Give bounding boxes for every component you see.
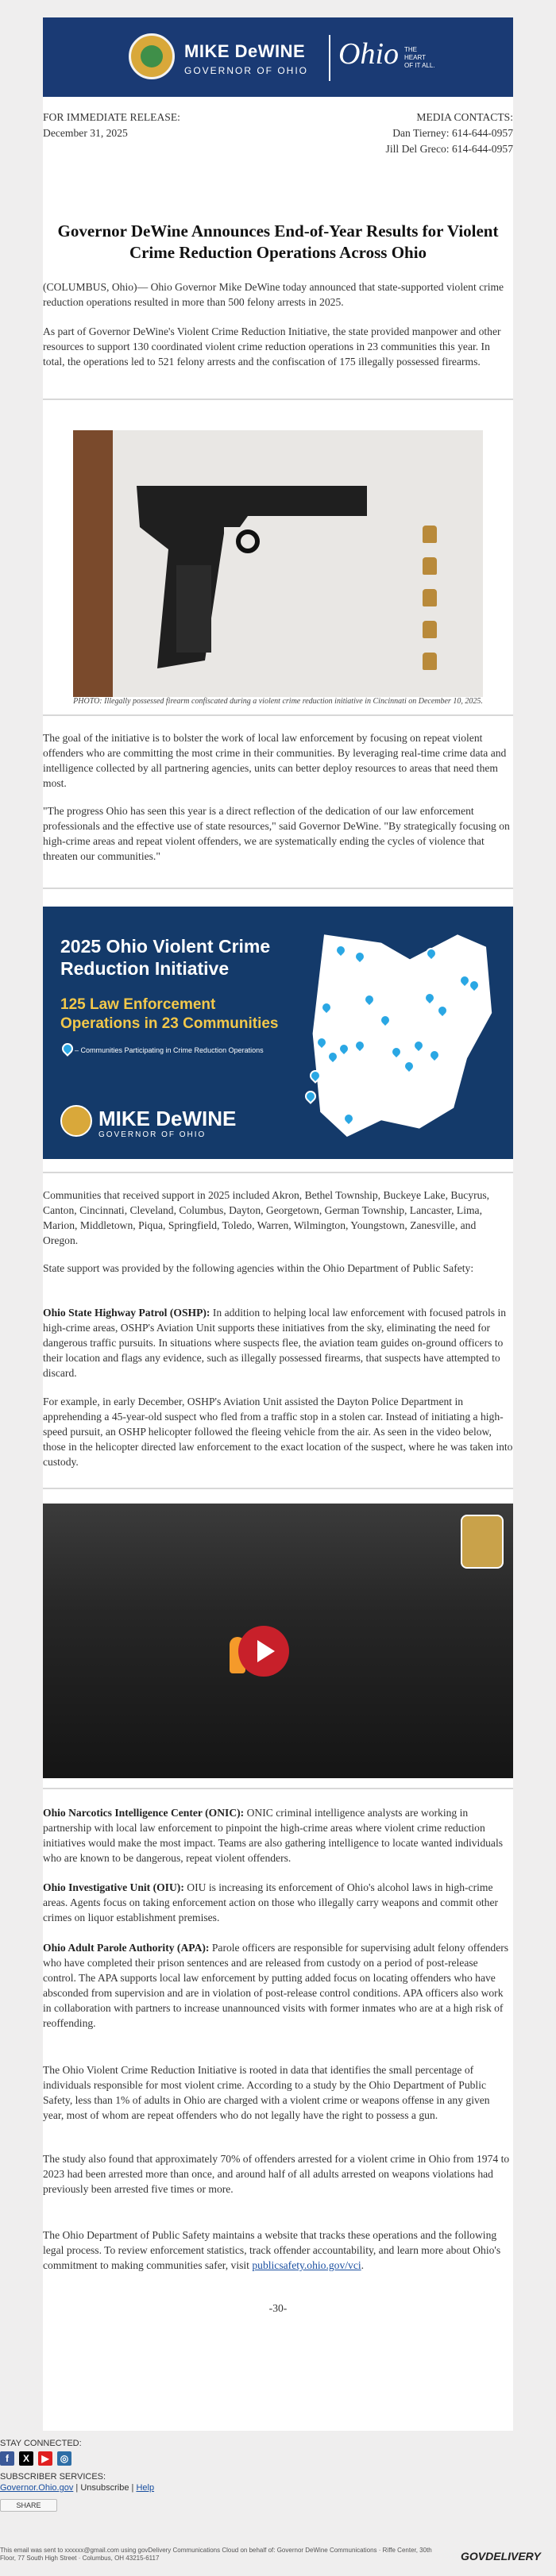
link-separator: | (131, 2483, 134, 2493)
infographic-title-line2: Reduction Initiative (60, 958, 230, 979)
paragraph-apa (43, 1940, 513, 2031)
release-label: FOR IMMEDIATE RELEASE: (43, 111, 180, 123)
round-4 (423, 621, 437, 638)
stay-connected-label: STAY CONNECTED: (0, 2439, 82, 2448)
infographic-sub-line2: Operations in 23 Communities (60, 1015, 279, 1032)
facebook-icon[interactable]: f (0, 2451, 14, 2466)
divider (43, 888, 513, 889)
fine-print: This email was sent to xxxxxx@gmail.com using govDelivery Communications Cloud on behalf of: Governor DeWine Communications · Riffe Center, 30th Floor, 77 South High Street · Columbus, OH 43215-6117 (0, 2547, 432, 2562)
divider (43, 1788, 513, 1789)
paragraph-communities: Communities that received support in 2025 included Akron, Bethel Township, Buckeye Lake, Bucyrus, Canton, Cincinnati, Cleveland, Columbus, Dayton, Georgetown, German Township, Lancaster, Lima, Marion, Middletown, Piqua, Springfield, Toledo, Warren, Wilmington, Youngstown, Zanesville, and Oregon. (43, 1189, 490, 1246)
header-divider (329, 35, 330, 81)
unsubscribe-link[interactable]: Unsubscribe (80, 2483, 129, 2493)
header-banner (43, 17, 513, 97)
paragraph-quote: "The progress Ohio has seen this year is a direct reflection of the dedication of our law enforcement professionals and the effective use of state resources," said Governor DeWine. "By strategically focusing on high-crime areas and repeat violent offenders, we are systematically ending the cycles of violence that threaten our communities." (43, 805, 510, 862)
subscriber-links (0, 2483, 154, 2493)
divider (43, 1488, 513, 1489)
infographic-legend: – Communities Participating in Crime Reduction Operations (75, 1046, 264, 1054)
ohio-tagline: THE HEART OF IT ALL. (404, 46, 435, 69)
play-icon[interactable] (238, 1626, 289, 1677)
onic-text: ONIC criminal intelligence analysts are working in partnership with local law enforcement to pinpoint the high-crime areas where violent crime reduction initiatives would make the most impact. Teams are also gathering intelligence to locate wanted individuals who are known to be dangerous, repeat violent offenders. (43, 1807, 504, 1864)
x-twitter-icon[interactable]: X (19, 2451, 33, 2466)
paragraph-example: For example, in early December, OSHP's Aviation Unit assisted the Dayton Police Department in apprehending a 45-year-old suspect who fled from a traffic stop in a stolen car. Instead of initiating a high-speed pursuit, an OSHP helicopter followed the fleeing vehicle from the air. As seen in the video below, those in the helicopter directed law enforcement to the exact location of the suspect, where he was taken into custody. (43, 1396, 513, 1468)
initiative-infographic (43, 907, 513, 1159)
onic-label: Ohio Narcotics Intelligence Center (ONIC): (43, 1807, 245, 1819)
oiu-text: OIU is increasing its enforcement of Ohio's alcohol laws in high-crime areas. Agents focus on taking enforcement action on those who illegally carry weapons and commit other crimes on liquor establishment premises. (43, 1881, 499, 1923)
subscriber-services-label: SUBSCRIBER SERVICES: (0, 2472, 106, 2482)
govdelivery-logo: GOVDELIVERY (461, 2550, 541, 2563)
oiu-label: Ohio Investigative Unit (OIU): (43, 1881, 184, 1893)
round-1 (423, 526, 437, 543)
paragraph-oiu (43, 1880, 513, 1925)
map-pin-icon (303, 1088, 319, 1104)
paragraph-study: The study also found that approximately 70% of offenders arrested for a violent crime in Ohio from 1974 to 2023 had been arrested more than once, and around half of all adults arrested on weapons violations had previously been arrested five times or more. (43, 2153, 510, 2195)
pistol-image (129, 454, 383, 676)
paragraph-data: The Ohio Violent Crime Reduction Initiative is rooted in data that identifies the small percentage of individuals responsible for most violent crime. According to a study by the Ohio Department of Public Safety, less than 1% of adults in Ohio are charged with a violent crime or weapons offense in any given year, most of whom are repeat offenders who do not legally have the right to possess a gun. (43, 2064, 490, 2121)
photo-caption: PHOTO: Illegally possessed firearm confiscated during a violent crime reduction initiative in Cincinnati on December 10, 2025. (73, 697, 483, 706)
website-text: The Ohio Department of Public Safety maintains a website that tracks these operations and the following legal process. To review enforcement statistics, track offender accountability, and learn more about Ohio's commitment to making communities safer, visit (43, 2229, 501, 2271)
round-5 (423, 653, 437, 670)
release-date: December 31, 2025 (43, 127, 128, 139)
website-end: . (361, 2259, 365, 2271)
vci-link[interactable]: publicsafety.ohio.gov/vci (252, 2259, 361, 2271)
infographic-subtitle (60, 995, 279, 1034)
map-pin-icon (60, 1041, 75, 1057)
governor-name: MIKE DeWINE (184, 41, 306, 61)
oshp-badge-icon (461, 1515, 504, 1569)
infographic-sub-line1: 125 Law Enforcement (60, 996, 216, 1013)
paragraph-intro: (COLUMBUS, Ohio)— Ohio Governor Mike DeWine today announced that state-supported violent crime reduction operations resulted in more than 500 felony arrests in 2025. (43, 281, 504, 308)
oshp-label: Ohio State Highway Patrol (OSHP): (43, 1307, 210, 1319)
ohio-map (305, 930, 496, 1137)
instagram-icon[interactable]: ◎ (57, 2451, 71, 2466)
apa-label: Ohio Adult Parole Authority (APA): (43, 1942, 210, 1954)
link-separator: | (75, 2483, 79, 2493)
infographic-title-line1: 2025 Ohio Violent Crime (60, 936, 271, 957)
oshp-text: In addition to helping local law enforcement with focused patrols in high-crime areas, OSHP's Aviation Unit supports these initiatives from the sky, eliminating the need for dangerous traffic pursuits. In situations where suspects flee, the aviation team guides on-ground officers to their location and flags any evidence, such as illegally possessed firearms, that suspects have attempted to discard. (43, 1307, 507, 1379)
paragraph-oshp (43, 1305, 513, 1380)
infographic-governor-name: MIKE DeWINE (98, 1107, 237, 1130)
firearm-photo (73, 430, 483, 697)
paragraph-onic (43, 1805, 513, 1866)
contact-2: Jill Del Greco: 614-644-0957 (385, 143, 513, 155)
governor-link[interactable]: Governor.Ohio.gov (0, 2483, 74, 2493)
help-link[interactable]: Help (136, 2483, 155, 2493)
apa-text: Parole officers are responsible for supervising adult felony offenders who have completed their prison sentences and are released from custody on a period of post-release control. The APA supports local law enforcement by putting added focus on locating offenders who have absconded from supervision and are in violation of post-release control conditions. APA officers also work in collaboration with partners to increase unannounced visits with former inmates who are at a high risk of reoffending. (43, 1942, 509, 2029)
contact-1: Dan Tierney: 614-644-0957 (392, 127, 513, 139)
share-button[interactable]: SHARE (0, 2499, 57, 2512)
round-3 (423, 589, 437, 606)
paragraph-initiative: As part of Governor DeWine's Violent Crime Reduction Initiative, the state provided manpower and other resources to support 130 coordinated violent crime reduction operations in 23 communities this year. In total, the operations led to 521 felony arrests and the confiscation of 175 illegally possessed firearms. (43, 325, 501, 368)
end-mark: -30- (268, 2302, 288, 2314)
round-2 (423, 557, 437, 575)
paragraph-website (43, 2228, 513, 2273)
divider (43, 1172, 513, 1173)
youtube-icon[interactable]: ▶ (38, 2451, 52, 2466)
helicopter-video[interactable] (43, 1504, 513, 1778)
divider (43, 399, 513, 400)
ruler-strip (73, 430, 113, 697)
paragraph-goal: The goal of the initiative is to bolster the work of local law enforcement by focusing on repeat violent offenders who are committing the most crime in their communities. By leveraging real-time crime data and intelligence collected by all partnering agencies, units can better deploy resources to areas that need them most. (43, 732, 507, 789)
ohio-logo: Ohio (338, 37, 399, 71)
contacts-label: MEDIA CONTACTS: (416, 111, 513, 123)
divider (43, 714, 513, 716)
page-title: Governor DeWine Announces End-of-Year Results for Violent Crime Reduction Operations Across Ohio (57, 221, 499, 262)
email-card (43, 17, 513, 2431)
infographic-title (60, 935, 270, 980)
ohio-seal-icon (60, 1105, 92, 1137)
paragraph-agencies: State support was provided by the following agencies within the Ohio Department of Public Safety: (43, 1262, 474, 1274)
ohio-seal-icon (129, 33, 175, 79)
governor-title: GOVERNOR OF OHIO (184, 65, 309, 76)
infographic-governor-title: GOVERNOR OF OHIO (98, 1130, 207, 1139)
